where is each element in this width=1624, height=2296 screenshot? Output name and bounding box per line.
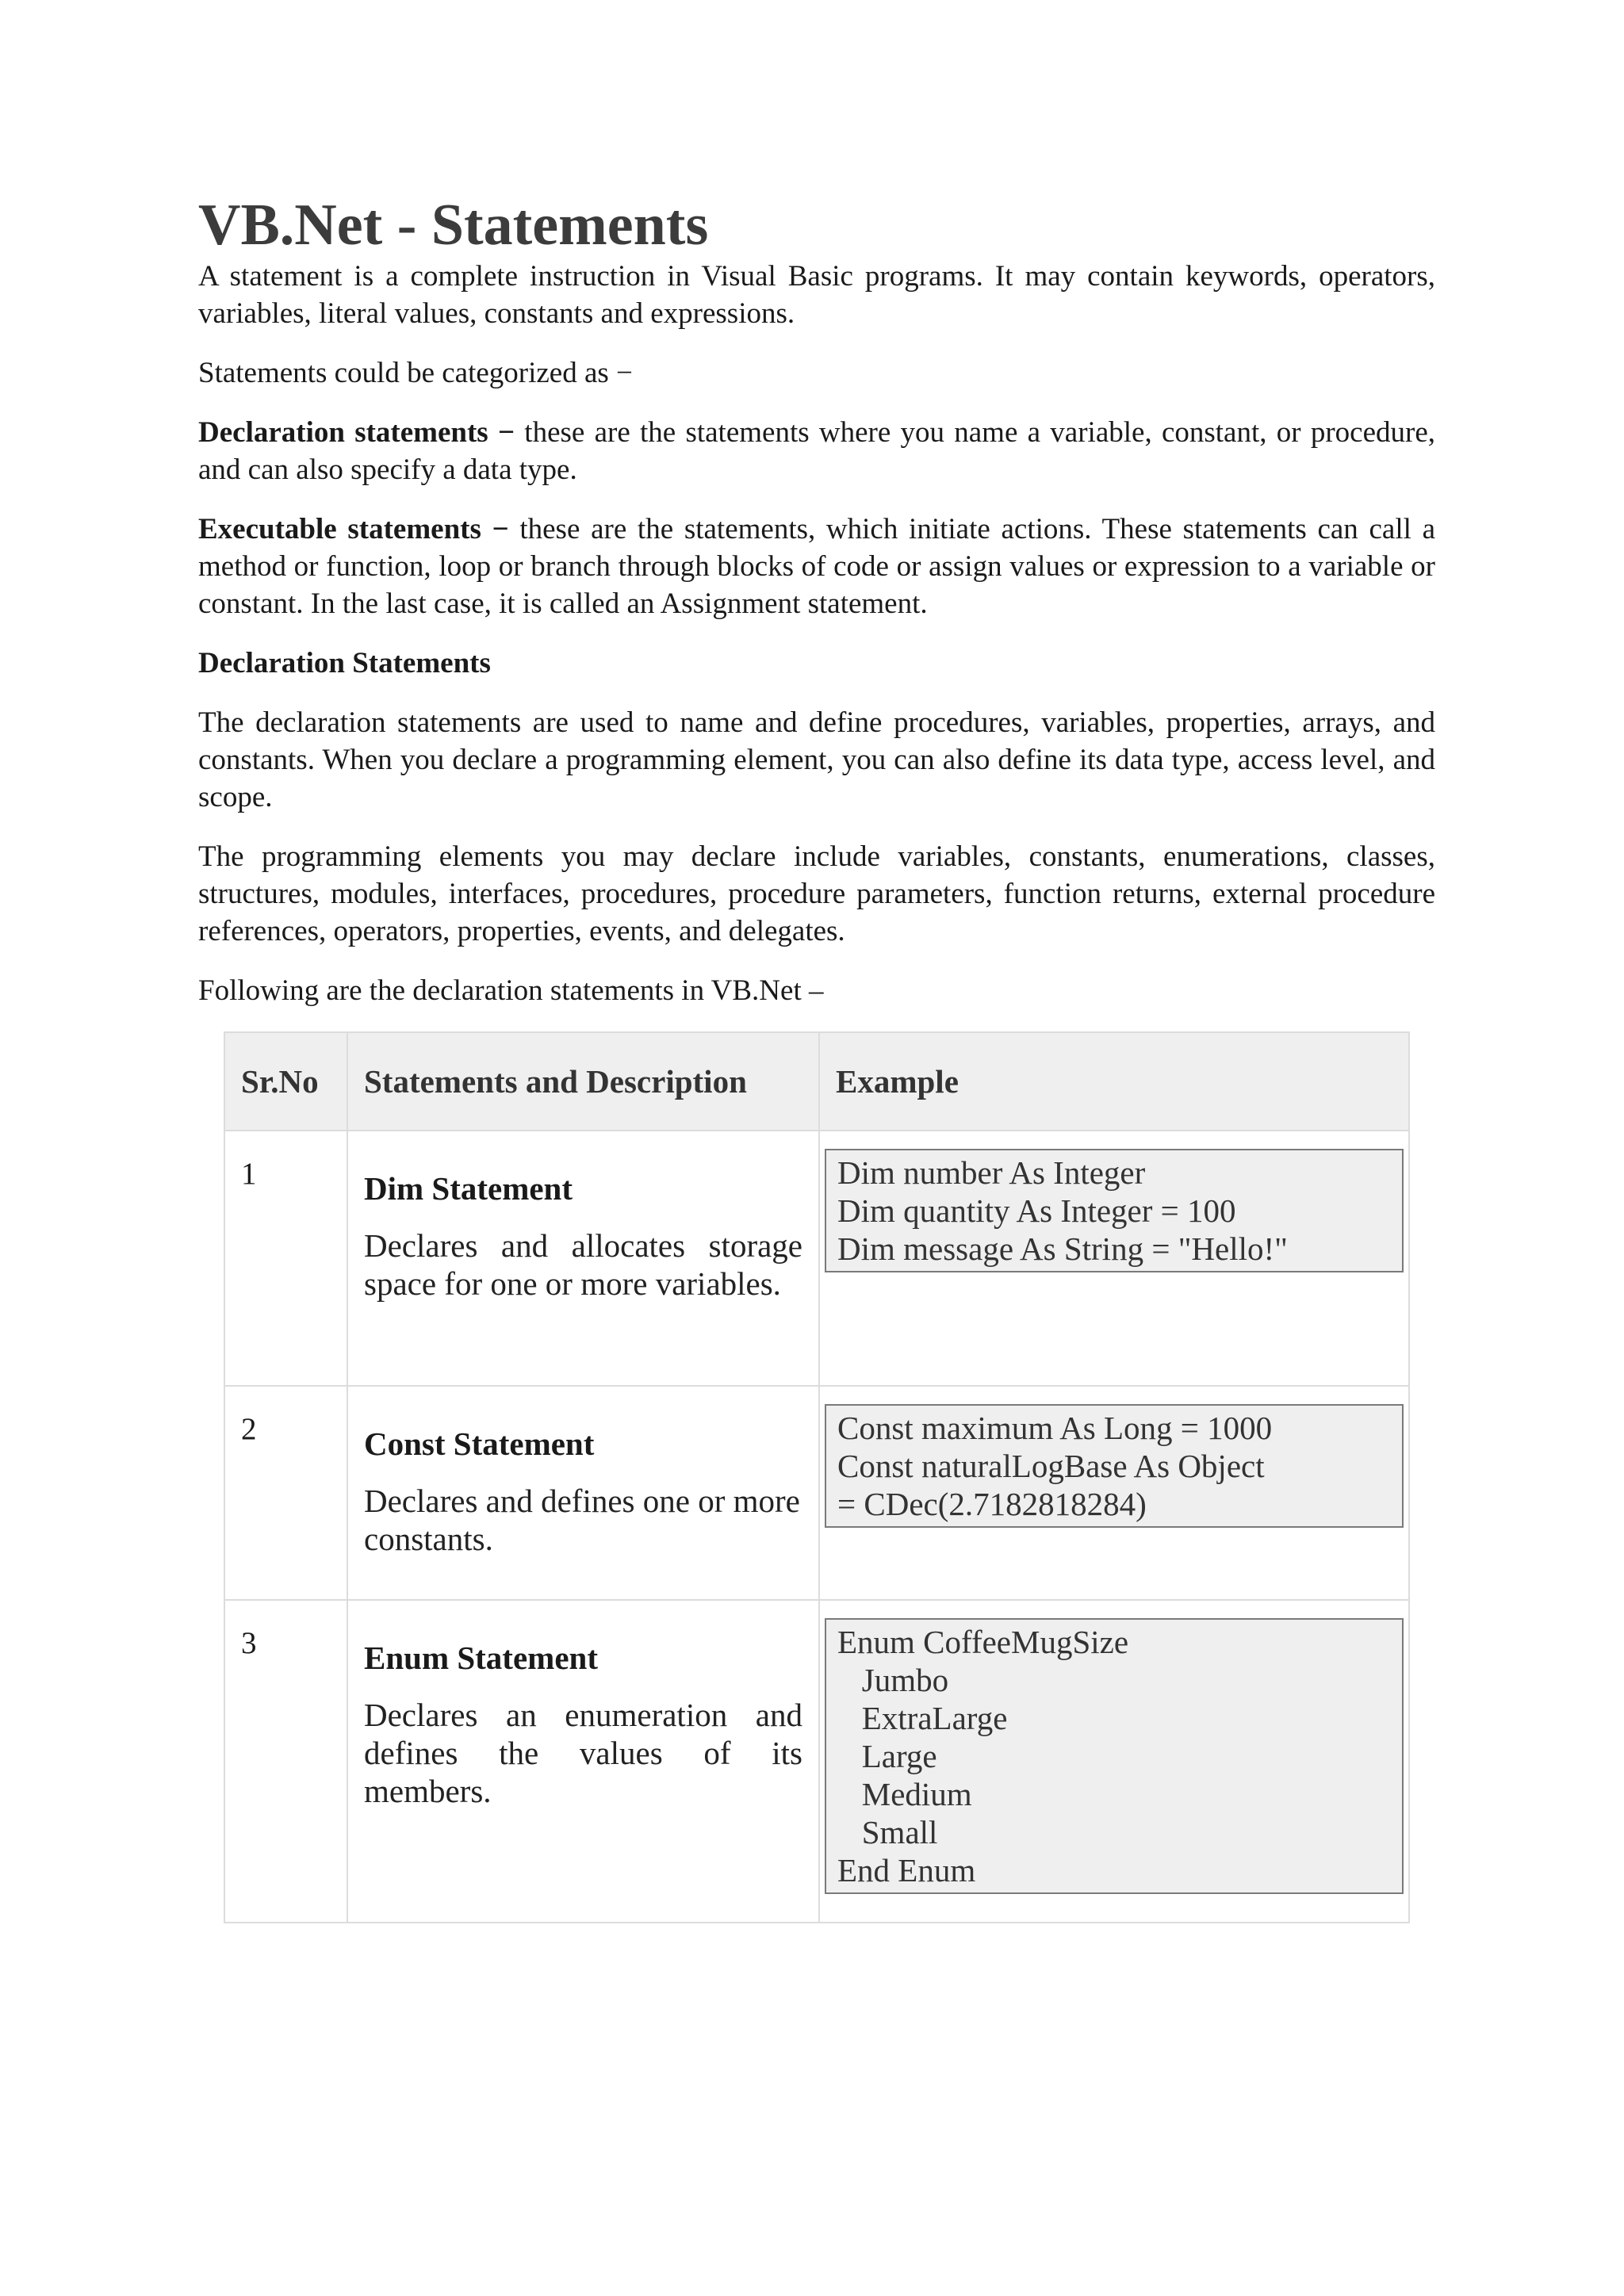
example-cell	[819, 1600, 1409, 1923]
statement-cell	[347, 1600, 819, 1923]
declaration-text: these are the statements where you name a variable, constant, or procedure, and can also specify a data type.	[198, 415, 1435, 486]
row-number: 2	[224, 1386, 347, 1600]
row-number: 1	[224, 1131, 347, 1386]
statement-title: Enum Statement	[364, 1639, 598, 1676]
example-cell	[819, 1131, 1409, 1386]
header-statements: Statements and Description	[347, 1032, 819, 1131]
statement-description: Declares and allocates storage space for one or more variables.	[364, 1226, 802, 1302]
code-example: Dim number As Integer Dim quantity As Integer = 100 Dim message As String = "Hello!"	[825, 1149, 1404, 1272]
statements-table-wrapper	[224, 1031, 1408, 1923]
declaration-label: Declaration statements −	[198, 415, 515, 449]
table-row	[224, 1600, 1409, 1923]
table-header-row	[224, 1032, 1409, 1131]
code-example: Const maximum As Long = 1000 Const naturalLogBase As Object = CDec(2.7182818284)	[825, 1404, 1404, 1528]
table-row	[224, 1386, 1409, 1600]
section-heading: Declaration Statements	[198, 646, 491, 679]
statements-table	[224, 1031, 1410, 1923]
declaration-info-paragraph: The declaration statements are used to name and define procedures, variables, properties, arrays, and constants. When you declare a programming element, you can also define its data type, access level, and scope.	[198, 706, 1435, 813]
document-page	[198, 194, 1435, 1923]
code-example: Enum CoffeeMugSize Jumbo ExtraLarge Large Medium Small End Enum	[825, 1618, 1404, 1894]
statement-title: Const Statement	[364, 1425, 595, 1462]
page-title: VB.Net - Statements	[198, 193, 709, 258]
statement-description: Declares and defines one or more constants.	[364, 1482, 800, 1557]
intro-paragraph: A statement is a complete instruction in Visual Basic programs. It may contain keywords, operators, variables, literal values, constants and expressions.	[198, 259, 1435, 330]
row-number: 3	[224, 1600, 347, 1923]
executable-label: Executable statements −	[198, 512, 509, 545]
following-paragraph: Following are the declaration statements in VB.Net –	[198, 974, 824, 1007]
table-row	[224, 1131, 1409, 1386]
statement-cell	[347, 1386, 819, 1600]
elements-paragraph: The programming elements you may declare include variables, constants, enumerations, classes, structures, modules, interfaces, procedures, procedure parameters, function returns, external procedure references, operators, properties, events, and delegates.	[198, 840, 1435, 947]
statement-cell	[347, 1131, 819, 1386]
executable-paragraph	[198, 511, 1435, 622]
statement-description: Declares an enumeration and defines the values of its members.	[364, 1696, 802, 1809]
executable-text: these are the statements, which initiate actions. These statements can call a method or function, loop or branch through blocks of code or assign values or expression to a variable or constant. In the last case, it is called an Assignment statement.	[198, 512, 1435, 620]
header-example: Example	[819, 1032, 1409, 1131]
statement-title: Dim Statement	[364, 1169, 573, 1207]
categorized-paragraph: Statements could be categorized as −	[198, 356, 633, 389]
header-sr-no: Sr.No	[224, 1032, 347, 1131]
declaration-paragraph	[198, 414, 1435, 488]
example-cell	[819, 1386, 1409, 1600]
